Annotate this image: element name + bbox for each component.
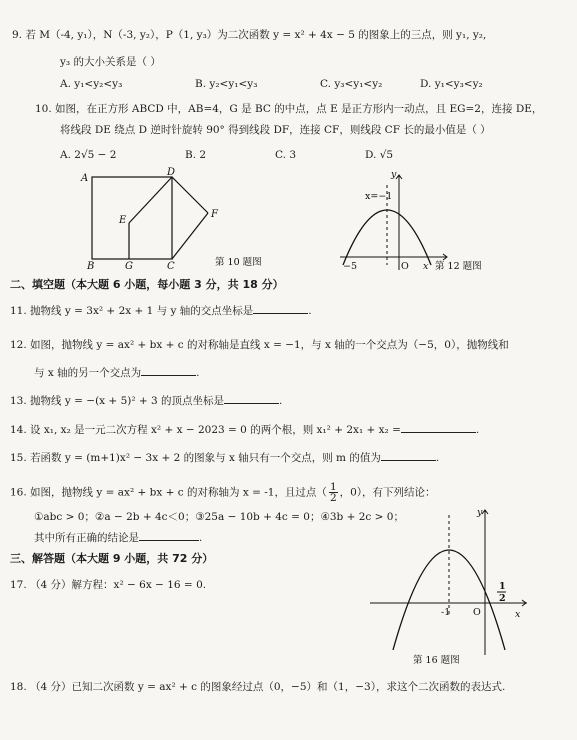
label-x: x [515,609,521,620]
q16-frac-num: 1 [329,481,337,493]
q9-option-a: A. y₁<y₂<y₃ [60,78,123,90]
q14-blank [401,422,476,433]
label-x-eq-minus1: x=−1 [365,191,393,202]
q10-option-b: B. 2 [185,149,207,161]
q9-line1: 9. 若 M（-4, y₁），N（-3, y₂），P（1, y₃）为二次函数 y = x² + 4x − 5 的图象上的三点，则 y₁, y₂, [12,29,487,41]
q14-text: 14. 设 x₁, x₂ 是一元二次方程 x² + x − 2023 = 0 的两个根，则 x₁² + 2x₁ + x₂ = [10,424,401,436]
section-3-heading: 三、解答题（本大题 9 小题，共 72 分） [10,552,214,565]
q13-blank [224,393,279,404]
label-a: A [81,173,89,184]
q10-line1: 10. 如图，在正方形 ABCD 中，AB=4，G 是 BC 的中点，点 E 是正方形内一动点，且 EG=2，连接 DE， [35,103,543,115]
q14: 14. 设 x₁, x₂ 是一元二次方程 x² + x − 2023 = 0 的两个根，则 x₁² + 2x₁ + x₂ = . [10,424,480,436]
label-y: y [477,507,483,518]
label-g: G [125,261,133,272]
q13: 13. 抛物线 y = −(x + 5)² + 3 的顶点坐标是 . [10,395,283,407]
figure-16-parabola [365,505,565,670]
q9-option-b: B. y₂<y₁<y₃ [195,78,258,90]
q10-line2: 将线段 DE 绕点 D 逆时针旋转 90° 得到线段 DF，连接 CF，则线段 CF 长的最小值是（ ） [60,124,491,136]
q12-line2-text: 与 x 轴的另一个交点为 [34,367,142,379]
q16-frac-den: 2 [329,492,337,504]
q15-text: 15. 若函数 y = (m+1)x² − 3x + 2 的图象与 x 轴只有一个交点，则 m 的值为 [10,452,381,464]
q9-option-c: C. y₃<y₁<y₂ [320,78,383,90]
q10-option-a: A. 2√5 − 2 [60,149,117,161]
q13-text: 13. 抛物线 y = −(x + 5)² + 3 的顶点坐标是 [10,395,225,407]
q15: 15. 若函数 y = (m+1)x² − 3x + 2 的图象与 x 轴只有一个交点，则 m 的值为 . [10,452,440,464]
q16-line1-end: ，0），有下列结论： [339,486,436,499]
q9-option-d: D. y₁<y₃<y₂ [420,78,483,90]
q12-line2: 与 x 轴的另一个交点为 . [34,367,200,379]
q16-line1-text: 16. 如图，抛物线 y = ax² + bx + c 的对称轴为 x = -1，且过点（ [10,486,327,499]
q11: 11. 抛物线 y = 3x² + 2x + 1 与 y 轴的交点坐标是 . [10,305,312,317]
q11-blank [253,303,308,314]
label-half-num: 1 [499,581,506,592]
label-b: B [87,261,95,272]
q16-line3: 其中所有正确的结论是 . [34,532,203,544]
section-2-heading: 二、填空题（本大题 6 小题，每小题 3 分，共 18 分） [10,278,284,291]
q18: 18. （4 分）已知二次函数 y = ax² + c 的图象经过点（0，−5）和（1，−3），求这个二次函数的表达式. [10,681,506,693]
figure-16-caption: 第 16 题图 [413,655,460,666]
label-y: y [391,169,397,180]
q16-line1 [10,482,436,503]
label-origin: O [473,607,481,618]
label-x: x [423,261,429,272]
q12-line1: 12. 如图，抛物线 y = ax² + bx + c 的对称轴是直线 x = −1，与 x 轴的一个交点为（−5，0），抛物线和 [10,339,509,351]
q17: 17. （4 分）解方程：x² − 6x − 16 = 0. [10,579,207,591]
label-minus1: -1 [441,607,451,618]
figure-12-caption: 第 12 题图 [435,261,482,272]
label-half-den: 2 [499,593,506,604]
segment-df [172,177,208,213]
label-origin: O [401,261,409,272]
q15-blank [381,450,436,461]
segment-ed [129,177,172,223]
q11-text: 11. 抛物线 y = 3x² + 2x + 1 与 y 轴的交点坐标是 [10,305,254,317]
label-d: D [167,167,176,178]
q16-line3-text: 其中所有正确的结论是 [34,532,139,544]
label-c: C [167,261,175,272]
segment-fc [172,213,208,259]
q12-blank [141,365,196,376]
label-f: F [211,209,218,220]
q9-line2: y₃ 的大小关系是（ ） [60,56,161,68]
figure-10-square [75,165,335,275]
label-minus5: −5 [343,261,358,272]
label-e: E [119,215,127,226]
q16-fraction [329,482,338,503]
q10-option-d: D. √5 [365,149,394,161]
q16-blank [139,530,199,541]
figure-10-caption: 第 10 题图 [215,257,262,268]
q10-option-c: C. 3 [275,149,297,161]
figure-12-parabola [335,165,495,275]
q16-conclusions: ①abc > 0；②a − 2b + 4c＜0；③25a − 10b + 4c = 0；④3b + 2c > 0； [34,511,404,523]
